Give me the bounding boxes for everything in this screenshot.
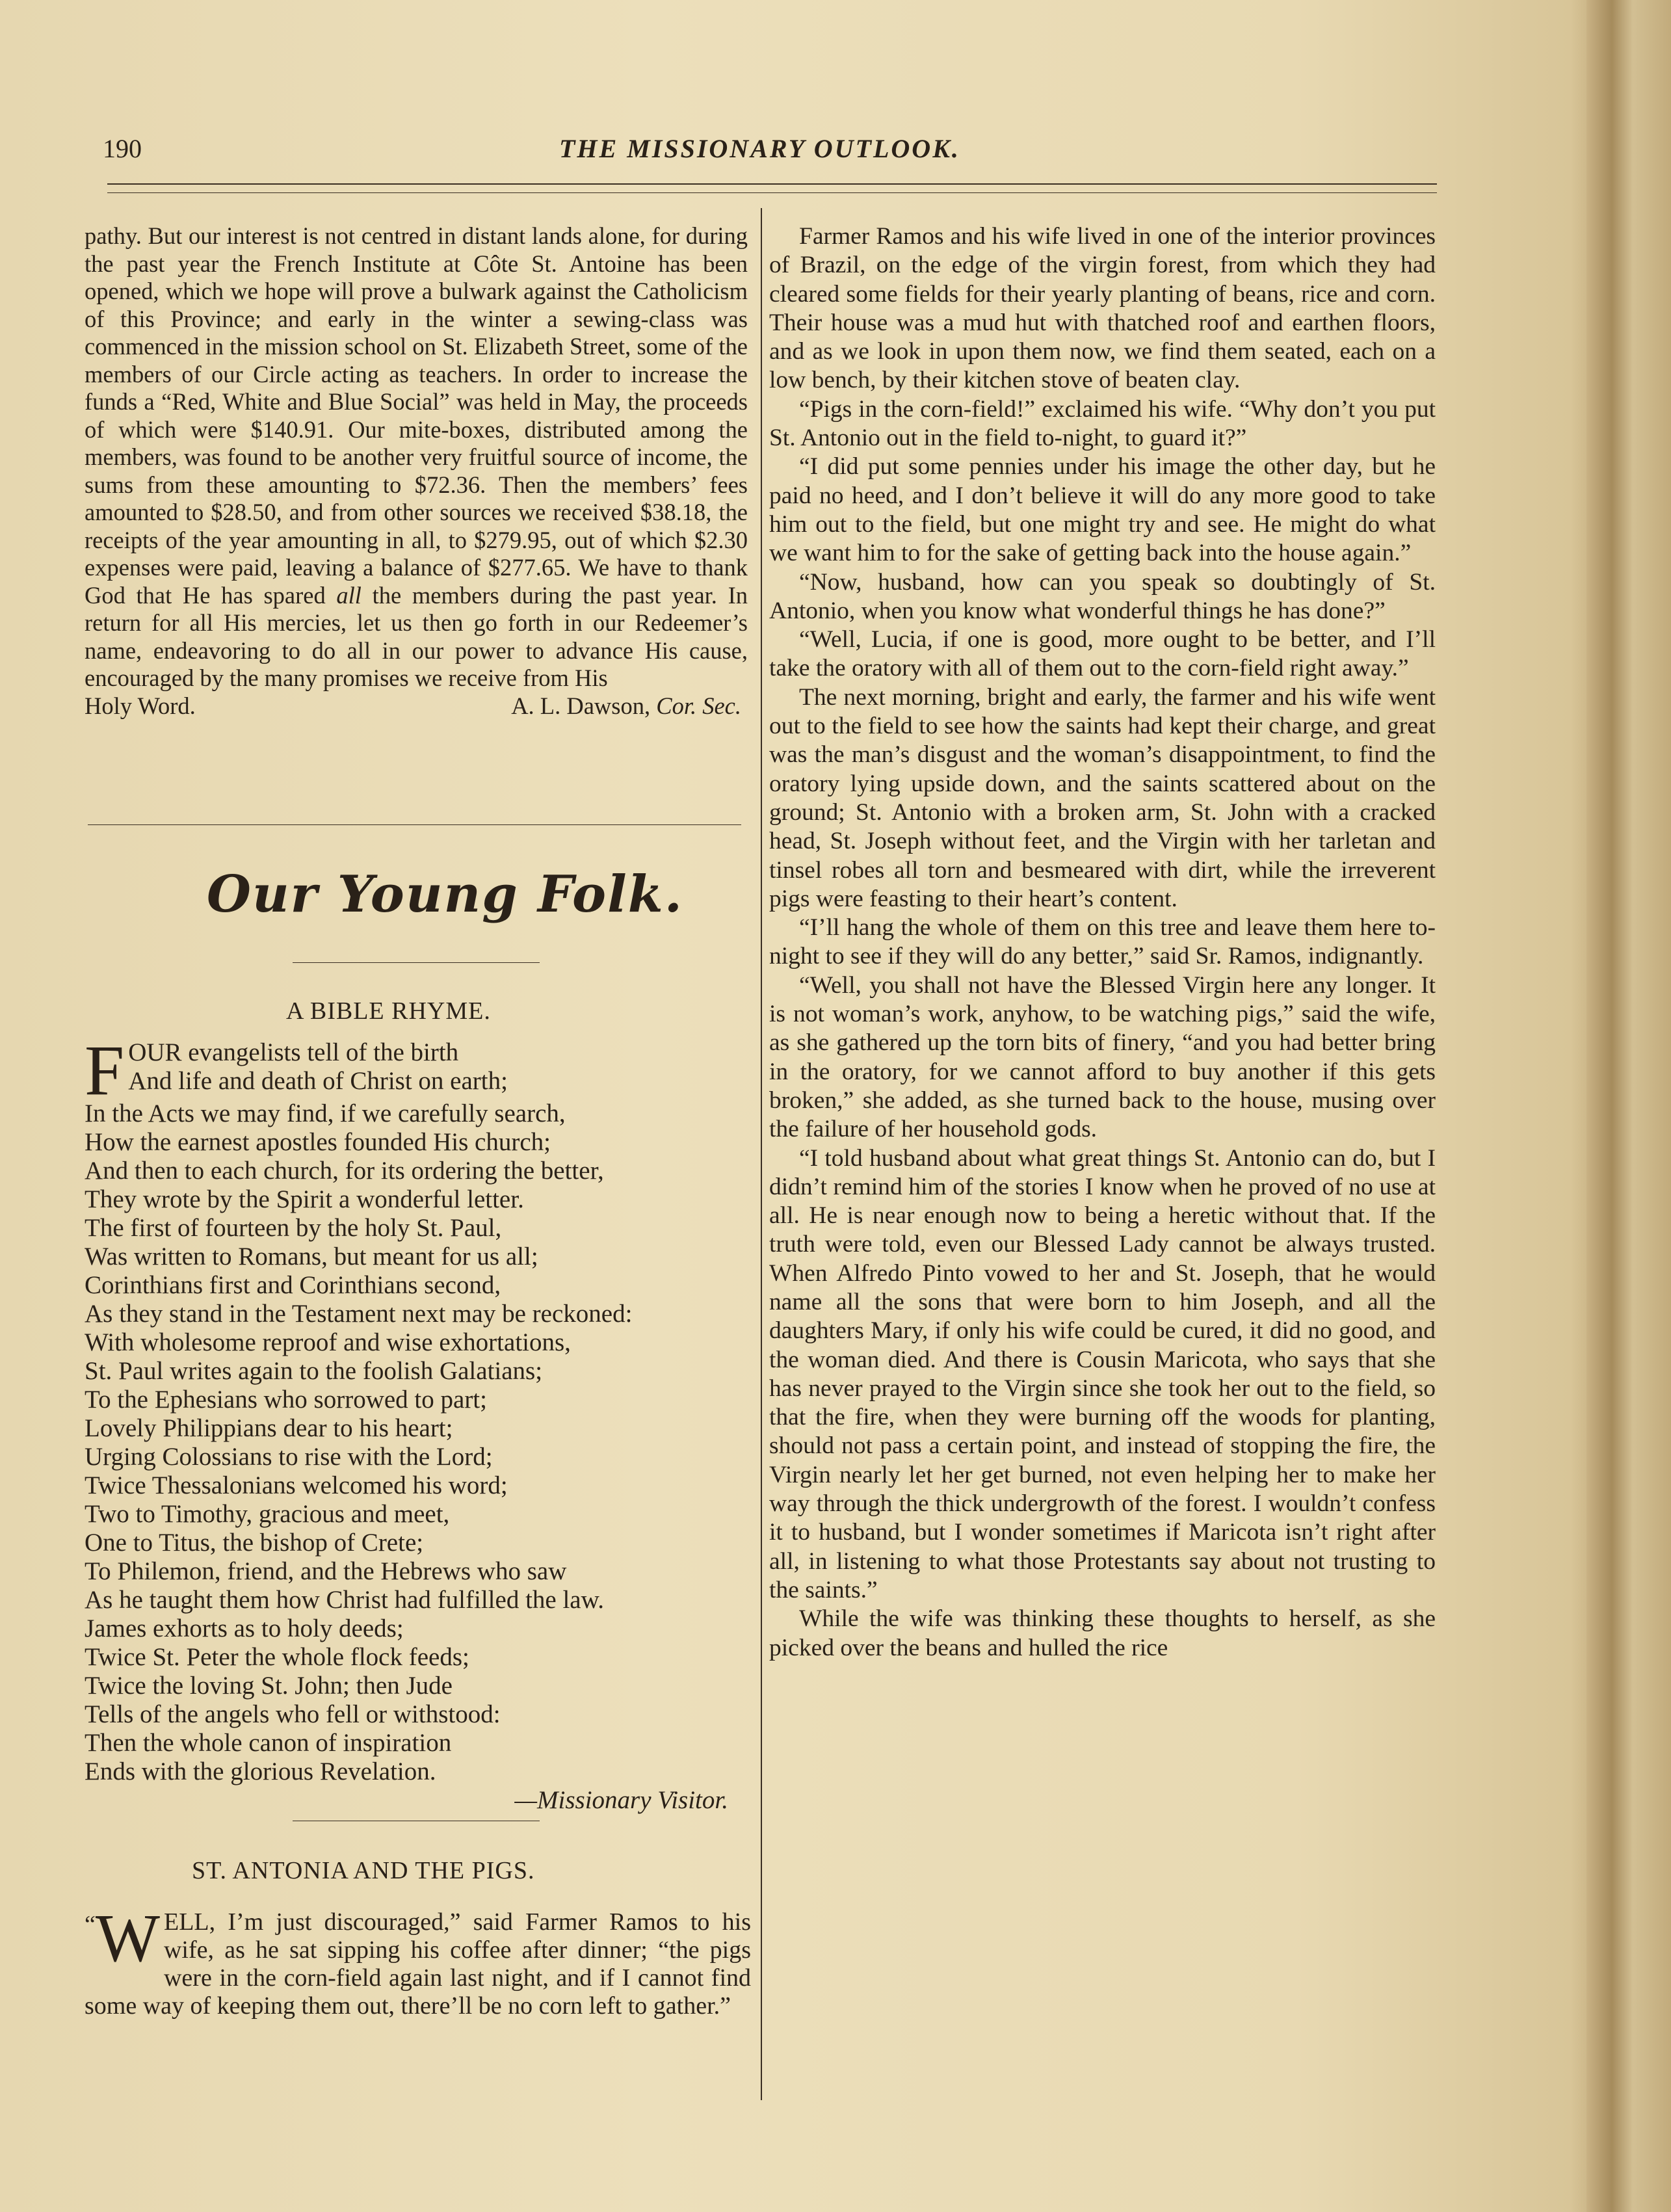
poem-line: How the earnest apostles founded His church; [85, 1128, 551, 1156]
poem-line: Was written to Romans, but meant for us all; [85, 1243, 538, 1271]
poem-lines [85, 1099, 741, 1786]
poem-line: As they stand in the Testament next may be reckoned: [85, 1300, 633, 1328]
poem-line: Twice St. Peter the whole flock feeds; [85, 1643, 469, 1671]
poem-line: To the Ephesians who sorrowed to part; [85, 1386, 487, 1414]
poem-line: And then to each church, for its ordering the better, [85, 1157, 604, 1185]
poem-line: Ends with the glorious Revelation. [85, 1758, 436, 1785]
story-opening [85, 1900, 751, 2020]
story-text: ELL, I’m just discouraged,” said Farmer Ramos to his wife, as he sat sipping his coffee after dinner; “the pigs were in the corn-field again last night, and if I cannot find some way of keeping them out, there’ll be no corn left to gather.” [85, 1908, 751, 2020]
story-quote: “ [85, 1911, 96, 1938]
poem-line: OUR evangelists tell of the birth [128, 1038, 459, 1066]
poem-line: With wholesome reproof and wise exhortations, [85, 1328, 571, 1356]
poem-line: Tells of the angels who fell or withstood: [85, 1700, 501, 1728]
signature-lead: Holy Word. [85, 692, 196, 719]
poem-line: One to Titus, the bishop of Crete; [85, 1529, 424, 1557]
poem-line: Then the whole canon of inspiration [85, 1729, 452, 1757]
poem-attribution: —Missionary Visitor. [514, 1786, 728, 1814]
left-intro [85, 222, 748, 720]
header-rule-bottom [107, 192, 1437, 193]
intro-text-end: the members during the past year. In return for all His mercies, let us then go forth in our Redeemer’s name, endeavoring to do all in our power to advance His cause, encouraged by the many promises we receive from His [85, 581, 748, 691]
poem-dropcap: F [85, 1031, 125, 1110]
running-title: THE MISSIONARY OUTLOOK. [559, 134, 960, 163]
page-number: 190 [103, 134, 142, 163]
poem-line: The first of fourteen by the holy St. Paul, [85, 1214, 502, 1242]
poem-line: Twice Thessalonians welcomed his word; [85, 1471, 508, 1499]
poem-line: Corinthians first and Corinthians second, [85, 1271, 501, 1299]
poem-line: Twice the loving St. John; then Jude [85, 1672, 453, 1700]
poem-line: And life and death of Christ on earth; [128, 1067, 508, 1095]
story-paragraph: “I did put some pennies under his image the other day, but he paid no heed, and I don’t believe it will do any more good to take him out to the field, but one might try and see. He might do what we want him to for the sake of getting back into the house again.” [769, 453, 1436, 567]
intro-emphasis: all [336, 581, 362, 609]
poem-line: Urging Colossians to rise with the Lord; [85, 1443, 493, 1471]
column-divider [761, 208, 762, 2100]
poem-line: Lovely Philippians dear to his heart; [85, 1414, 453, 1442]
story-paragraph: “Pigs in the corn-field!” exclaimed his wife. “Why don’t you put St. Antonio out in the field to-night, to guard it?” [769, 395, 1436, 452]
poem-line: As he taught them how Christ had fulfilled the law. [85, 1586, 604, 1614]
story-dropcap: W [95, 1900, 160, 1976]
story-paragraph: While the wife was thinking these thoughts to herself, as she picked over the beans and hulled the rice [769, 1605, 1436, 1661]
poem-line: They wrote by the Spirit a wonderful letter. [85, 1185, 524, 1213]
story-paragraph: The next morning, bright and early, the farmer and his wife went out to the field to see how the saints had kept their charge, and great was the man’s disgust and the woman’s disappointment, to find the oratory lying upside down, and the saints scattered about on the ground; St. Antonio with a broken arm, St. John with a cracked head, St. Joseph without feet, and the Virgin with her tarletan and tinsel robes all torn and besmeared with dirt, while the irreverent pigs were feasting to their heart’s content. [769, 683, 1436, 912]
poem-title: A BIBLE RHYME. [286, 997, 491, 1025]
poem-line: Two to Timothy, gracious and meet, [85, 1500, 450, 1528]
section-title-rule [293, 962, 540, 963]
story-paragraph: “Well, Lucia, if one is good, more ought to be better, and I’ll take the oratory with all of them out to the corn-field right away.” [769, 626, 1436, 682]
poem [85, 1031, 741, 1815]
section-rule [88, 824, 741, 825]
page-edge [1586, 0, 1671, 2212]
poem-line: To Philemon, friend, and the Hebrews who saw [85, 1557, 567, 1585]
story-title: ST. ANTONIA AND THE PIGS. [192, 1857, 535, 1884]
poem-line: James exhorts as to holy deeds; [85, 1614, 404, 1642]
poem-line: St. Paul writes again to the foolish Galatians; [85, 1357, 543, 1385]
signature [511, 692, 748, 720]
signature-line [85, 692, 748, 720]
header-rule-top [107, 183, 1437, 185]
signature-name: A. L. Dawson, [511, 692, 651, 719]
section-title: Our Young Folk. [207, 865, 683, 924]
right-column [769, 222, 1436, 1663]
poem-line: In the Acts we may find, if we carefully search, [85, 1099, 566, 1127]
story-paragraph: “Now, husband, how can you speak so doubtingly of St. Antonio, when you know what wonderful things he has done?” [769, 568, 1436, 624]
story-paragraph: “Well, you shall not have the Blessed Virgin here any longer. It is not woman’s work, anyhow, to be watching pigs,” said the wife, as she gathered up the torn bits of finery, “and you had better bring in the oratory, for we cannot afford to buy another if this gets broken,” she added, as she turned back to the house, musing over the failure of her household gods. [769, 971, 1436, 1143]
story-paragraph: “I’ll hang the whole of them on this tree and leave them here to-night to see if they will do any better,” said Sr. Ramos, indignantly. [769, 914, 1436, 970]
intro-text: pathy. But our interest is not centred in distant lands alone, for during the past year the French Institute at Côte St. Antoine has been opened, which we hope will prove a bulwark against the Catholicism of this Province; and early in the winter a sewing-class was commenced in the mission school on St. Elizabeth Street, some of the members of our Circle acting as teachers. In order to increase the funds a “Red, White and Blue Social” was held in May, the proceeds of which were $140.91. Our mite-boxes, distributed among the members, was found to be another very fruitful source of income, the sums from these amounting to $72.36. Then the members’ fees amounted to $28.50, and from other sources we received $38.18, the receipts of the year amounting in all, to $279.95, out of which $2.30 expenses were paid, leaving a balance of $277.65. We have to thank God that He has spared [85, 222, 748, 609]
story-paragraph: “I told husband about what great things St. Antonio can do, but I didn’t remind him of the stories I know when he proved of no use at all. He is near enough now to being a heretic without that. If the truth were told, even our Blessed Lady cannot be always trusted. When Alfredo Pinto vowed to her and St. Joseph, that he would name all the sons that were born to him Joseph, and all the daughters Mary, if only his wife could be cured, it did no good, and the woman died. And there is Cousin Maricota, who says that she has never prayed to the Virgin since she took her out to the field, so that the fire, when they were burning off the woods for planting, should not pass a certain point, and instead of stopping the fire, the Virgin nearly let her get burned, not even helping her to make her way through the thick undergrowth of the forest. I wouldn’t confess it to husband, but I wonder sometimes if Maricota isn’t right after all, in listening to what those Protestants say about not trusting to the saints.” [769, 1144, 1436, 1603]
signature-role: Cor. Sec. [656, 692, 741, 719]
story-paragraph: Farmer Ramos and his wife lived in one of the interior provinces of Brazil, on the edge of the virgin forest, from which they had cleared some fields for their yearly planting of beans, rice and corn. Their house was a mud hut with thatched roof and earthen floors, and as we look in upon them now, we find them seated, each on a low bench, by their kitchen stove of beaten clay. [769, 223, 1436, 394]
